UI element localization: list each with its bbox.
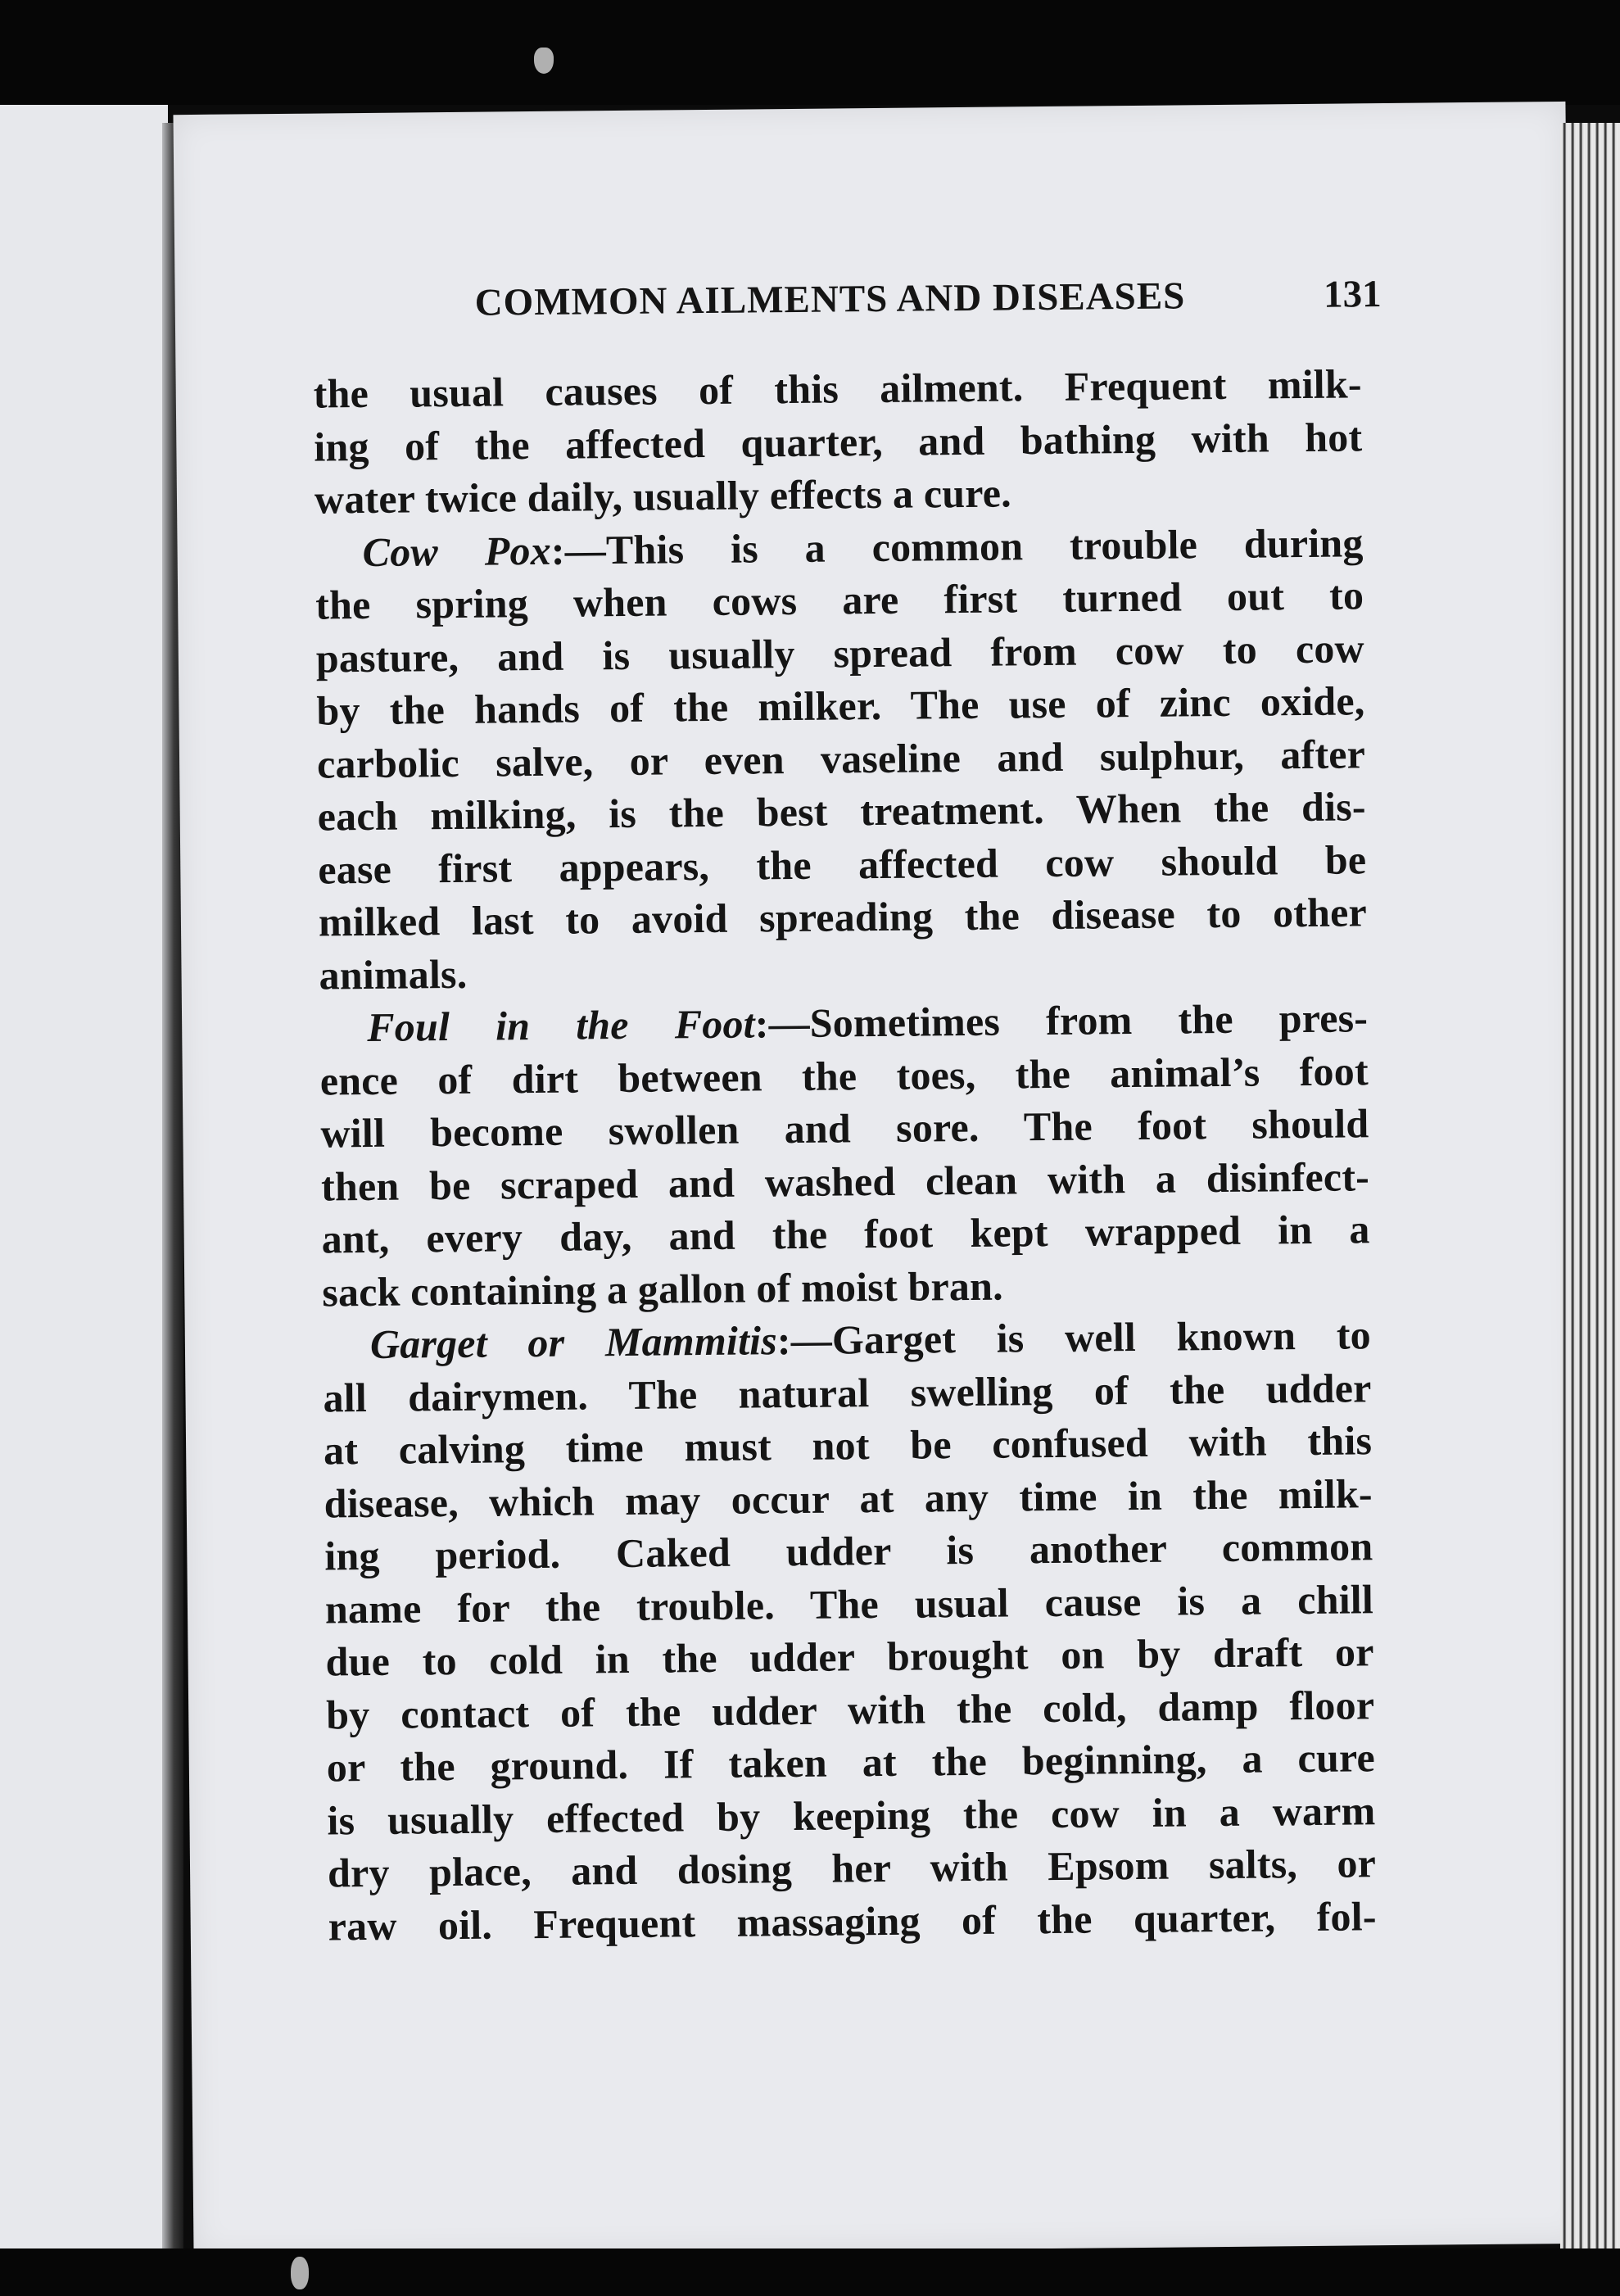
text-line: dry place, and dosing her with Epsom salts, or bbox=[327, 1840, 1377, 1896]
text-line: name for the trouble. The usual cause is a chill bbox=[324, 1575, 1374, 1633]
page-text-block bbox=[312, 272, 1382, 1952]
text-line: carbolic salve, or even vaseline and sulphur, after bbox=[316, 730, 1366, 787]
text-line: the spring when cows are first turned out to bbox=[314, 572, 1364, 628]
text-line: milked last to avoid spreading the disease to other bbox=[318, 889, 1368, 945]
page-number: 131 bbox=[1323, 273, 1382, 316]
scan-artifact-mark bbox=[291, 2257, 309, 2289]
book-page bbox=[173, 102, 1586, 2257]
section-topic: Cow Pox bbox=[362, 527, 552, 575]
text-line: then be scraped and washed clean with a disinfect- bbox=[320, 1153, 1370, 1210]
text-line: raw oil. Frequent massaging of the quarter, fol- bbox=[328, 1892, 1377, 1950]
text-line: will become swollen and sore. The foot should bbox=[320, 1100, 1369, 1157]
text-line: each milking, is the best treatment. When the dis- bbox=[317, 783, 1366, 840]
running-head-title: COMMON AILMENTS AND DISEASES bbox=[474, 274, 1186, 324]
text-line: at calving time must not be confused with this bbox=[323, 1417, 1373, 1474]
scanner-border-bottom bbox=[0, 2248, 1620, 2296]
text-line: Garget or Mammitis:—Garget is well known to bbox=[369, 1311, 1372, 1367]
text-line: is usually effected by keeping the cow in a warm bbox=[327, 1787, 1376, 1844]
clip-mark bbox=[534, 48, 554, 74]
text-line: disease, which may occur at any time in the milk- bbox=[324, 1470, 1373, 1527]
text-line: ence of dirt between the toes, the animal’s foot bbox=[319, 1047, 1369, 1104]
facing-page-edge bbox=[0, 105, 168, 2251]
running-head bbox=[312, 272, 1382, 346]
text-line: ease first appears, the affected cow should be bbox=[318, 836, 1367, 893]
text-line: sack containing a gallon of moist bran. bbox=[322, 1262, 1004, 1316]
text-line: by contact of the udder with the cold, damp floor bbox=[325, 1681, 1375, 1738]
text-line: ant, every day, and the foot kept wrapped in a bbox=[321, 1206, 1370, 1262]
text-line: by the hands of the milker. The use of zinc oxide, bbox=[316, 677, 1365, 734]
text-line: Foul in the Foot:—Sometimes from the pres- bbox=[366, 994, 1369, 1050]
text-line: ing period. Caked udder is another common bbox=[324, 1523, 1373, 1579]
text-line: animals. bbox=[319, 950, 468, 999]
text-line: due to cold in the udder brought on by draft or bbox=[325, 1628, 1374, 1685]
text-line: or the ground. If taken at the beginning, a cure bbox=[326, 1734, 1376, 1791]
section-topic: Foul in the Foot bbox=[366, 1000, 755, 1050]
page-stack-edge bbox=[1560, 123, 1620, 2285]
text-line: water twice daily, usually effects a cure. bbox=[314, 469, 1012, 523]
text-line: ing of the affected quarter, and bathing with hot bbox=[314, 413, 1363, 470]
text-line: pasture, and is usually spread from cow to cow bbox=[315, 624, 1365, 682]
text-line: Cow Pox:—This is a common trouble during bbox=[362, 519, 1364, 575]
text-line: all dairymen. The natural swelling of the udder bbox=[323, 1364, 1372, 1421]
text-line: the usual causes of this ailment. Frequent milk- bbox=[313, 360, 1362, 417]
section-topic: Garget or Mammitis bbox=[369, 1317, 778, 1367]
scanner-border-top bbox=[0, 0, 1620, 105]
